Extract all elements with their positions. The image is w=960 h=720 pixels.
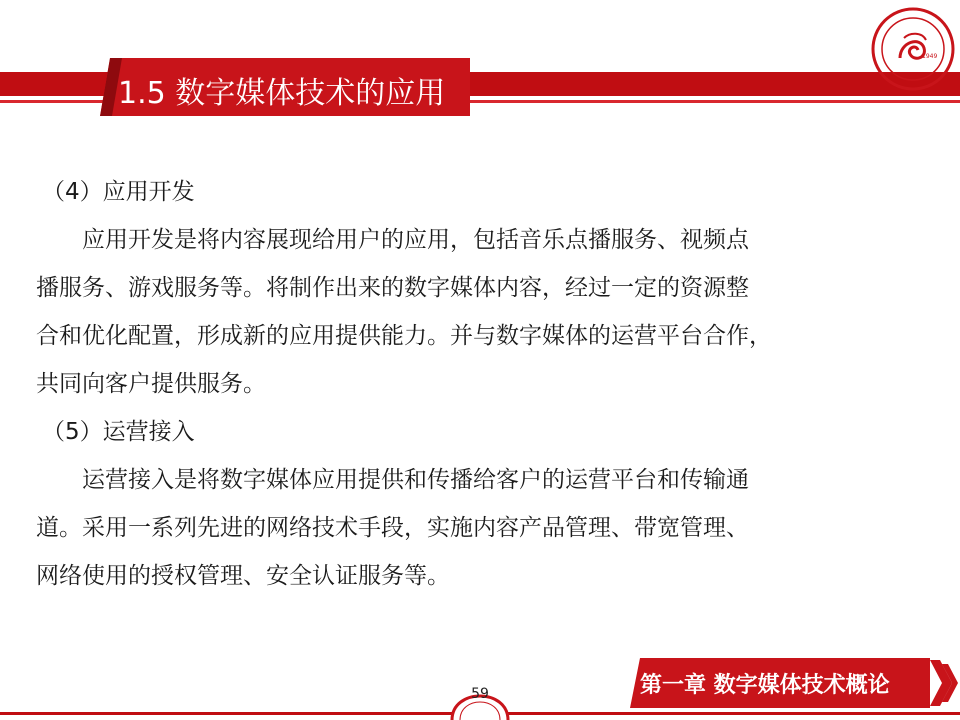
paragraph-line: 运营接入是将数字媒体应用提供和传播给客户的运营平台和传输通 <box>82 467 749 493</box>
section-heading-5: （5）运营接入 <box>42 419 195 445</box>
paragraph-line: 网络使用的授权管理、安全认证服务等。 <box>36 563 450 589</box>
slide-title: 1.5 数字媒体技术的应用 <box>118 76 446 111</box>
section-heading-4: （4）应用开发 <box>42 179 195 205</box>
slide-body <box>36 168 916 600</box>
paragraph-line: 合和优化配置，形成新的应用提供能力。并与数字媒体的运营平台合作， <box>36 323 772 349</box>
university-logo-icon <box>870 6 956 92</box>
paragraph-line: 道。采用一系列先进的网络技术手段，实施内容产品管理、带宽管理、 <box>36 515 749 541</box>
chevron-right-icon <box>928 658 960 708</box>
paragraph-line: 播服务、游戏服务等。将制作出来的数字媒体内容，经过一定的资源整 <box>36 275 749 301</box>
logo-year: 1949 <box>922 53 938 60</box>
paragraph-line: 应用开发是将内容展现给用户的应用，包括音乐点播服务、视频点 <box>82 227 749 253</box>
page-number: 59 <box>471 686 489 702</box>
chapter-label: 第一章 数字媒体技术概论 <box>640 673 890 698</box>
paragraph-line: 共同向客户提供服务。 <box>36 371 266 397</box>
